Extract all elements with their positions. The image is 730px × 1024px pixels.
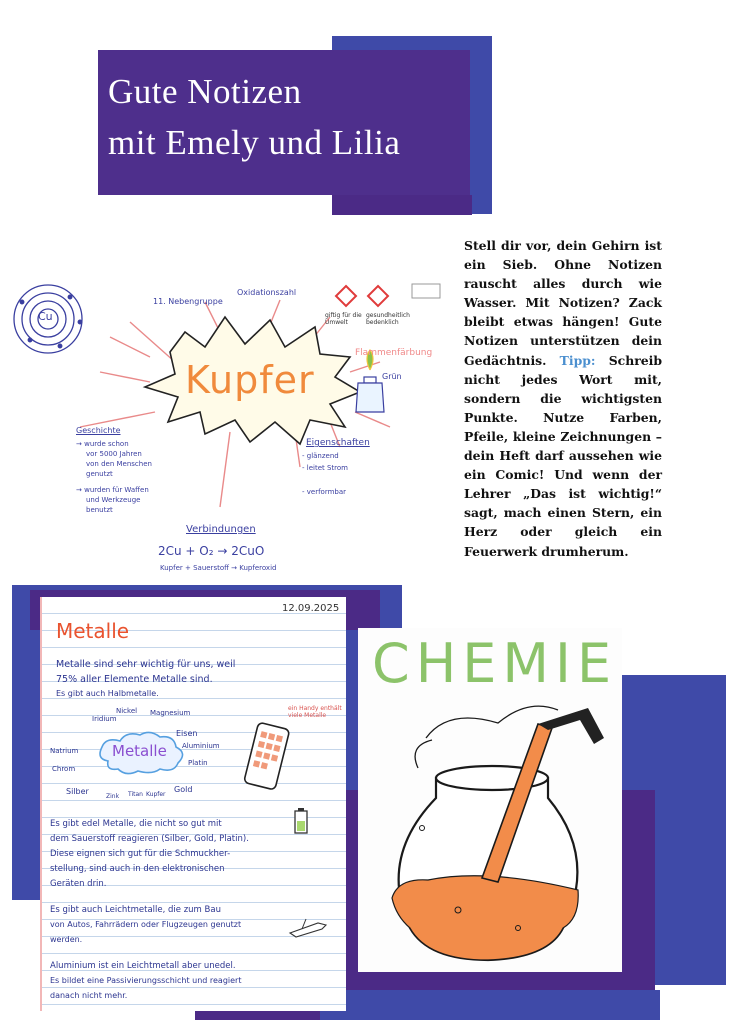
metal-word-8: Platin <box>188 759 208 767</box>
title-line-1: Gute Notizen <box>108 72 302 111</box>
para2-line1: Es gibt auch Leichtmetalle, die zum Bau <box>50 905 221 915</box>
group-label: 11. Nebengruppe <box>153 297 223 306</box>
flask-drawing <box>358 628 622 972</box>
metalle-heading: Metalle <box>56 619 130 643</box>
bunsen-burner-icon <box>356 350 384 412</box>
para1-line4: stellung, sind auch in den elektronischen <box>50 864 225 874</box>
metal-word-11: Titan <box>128 791 143 798</box>
article-text <box>464 236 662 561</box>
atom-symbol: Cu <box>38 310 53 323</box>
history-1c: von den Menschen <box>86 460 152 468</box>
metalle-date: 12.09.2025 <box>282 603 340 614</box>
chemie-title: CHEMIE <box>372 632 618 695</box>
metalle-intro-3: Es gibt auch Halbmetalle. <box>56 689 159 698</box>
smartphone-icon <box>236 719 296 799</box>
flame-color: Grün <box>382 372 402 381</box>
props-1: - glänzend <box>302 452 339 460</box>
para2-line3: werden. <box>50 935 83 944</box>
metal-word-5: Eisen <box>176 729 198 738</box>
metal-word-9: Silber <box>66 787 89 796</box>
chemie-drawing-photo <box>358 628 622 972</box>
para3-line2: Es bildet eine Passivierungsschicht und reagiert <box>50 976 242 985</box>
history-2c: benutzt <box>86 506 113 514</box>
metal-word-3: Magnesium <box>150 709 191 717</box>
phone-note: ein Handy enthält viele Metalle <box>288 705 342 719</box>
deco-block-top-dark <box>332 195 472 215</box>
para3-line1: Aluminium ist ein Leichtmetall aber unedel. <box>50 961 236 971</box>
article-part-1: Stell dir vor, dein Gehirn ist ein Sieb. Ohne Notizen rauscht alles durch wie Wasser. Mit Notizen? Zack bleibt etwas hängen! Gute Notizen unterstützen dein Gedächtnis. <box>464 238 662 368</box>
history-1a: → wurde schon <box>76 440 129 448</box>
tip-label: Tipp: <box>559 352 596 368</box>
para1-line5: Geräten drin. <box>50 879 107 889</box>
para1-line3: Diese eignen sich gut für die Schmuckher- <box>50 849 231 859</box>
kupfer-mindmap-drawing <box>10 262 460 584</box>
deco-block-bottom-2 <box>320 990 660 1020</box>
compounds-title: Verbindungen <box>186 524 256 535</box>
history-1b: vor 5000 Jahren <box>86 450 142 458</box>
metalle-intro-1: Metalle sind sehr wichtig für uns, weil <box>56 659 236 670</box>
metalle-cloud-word: Metalle <box>112 742 167 760</box>
metal-word-12: Kupfer <box>146 791 166 798</box>
history-title: Geschichte <box>76 426 121 435</box>
props-2: - leitet Strom <box>302 464 348 472</box>
title-line-2: mit Emely und Lilia <box>108 123 401 162</box>
airplane-sketch-icon <box>288 917 328 939</box>
history-2a: → wurden für Waffen <box>76 486 149 494</box>
props-3: - verformbar <box>302 488 347 496</box>
metal-word-7: Chrom <box>52 765 76 773</box>
hazard-pictograms <box>336 284 440 306</box>
metal-word-2: Nickel <box>116 707 138 715</box>
props-title: Eigenschaften <box>306 438 370 448</box>
hazard-2-label: gesundheitlich bedenklich <box>366 312 410 326</box>
title-box <box>98 50 470 195</box>
history-1d: genutzt <box>86 470 113 478</box>
compound-formula: 2Cu + O₂ → 2CuO <box>158 544 265 558</box>
metal-word-4: Natrium <box>50 747 79 755</box>
flask-liquid <box>392 876 578 960</box>
article-part-2: Schreib nicht jedes Wort mit, sondern die wichtigsten Punkte. Nutze Farben, Pfeile, kleine Zeichnungen – dein Heft darf aussehen wie ein Comic! Und wenn der Lehrer „Das ist wichtig!“ sagt, mach einen Stern, ein Herz oder gleich ein Feuerwerk drumherum. <box>464 352 662 559</box>
para1-line2: dem Sauerstoff reagieren (Silber, Gold, Platin). <box>50 834 249 844</box>
metalle-intro-2: 75% aller Elemente Metalle sind. <box>56 674 213 685</box>
para1-line1: Es gibt edel Metalle, die nicht so gut mit <box>50 819 222 829</box>
battery-icon <box>292 807 310 835</box>
metal-word-10: Zink <box>106 793 120 800</box>
history-2b: und Werkzeuge <box>86 496 141 504</box>
oxidation-label: Oxidationszahl <box>237 288 297 297</box>
metal-word-1: Iridium <box>92 715 117 723</box>
kupfer-center-word: Kupfer <box>185 358 315 402</box>
metalle-notebook-page <box>40 597 346 1011</box>
para2-line2: von Autos, Fahrrädern oder Flugzeugen genutzt <box>50 920 242 929</box>
kupfer-mindmap-photo <box>10 262 460 584</box>
flame-title: Flammenfärbung <box>355 348 433 358</box>
metal-word-6: Aluminium <box>182 742 220 750</box>
para3-line3: danach nicht mehr. <box>50 991 128 1000</box>
compound-note: Kupfer + Sauerstoff → Kupferoxid <box>160 564 277 572</box>
hazard-1-label: giftig für die Umwelt <box>325 312 362 326</box>
metal-word-13: Gold <box>174 785 193 794</box>
